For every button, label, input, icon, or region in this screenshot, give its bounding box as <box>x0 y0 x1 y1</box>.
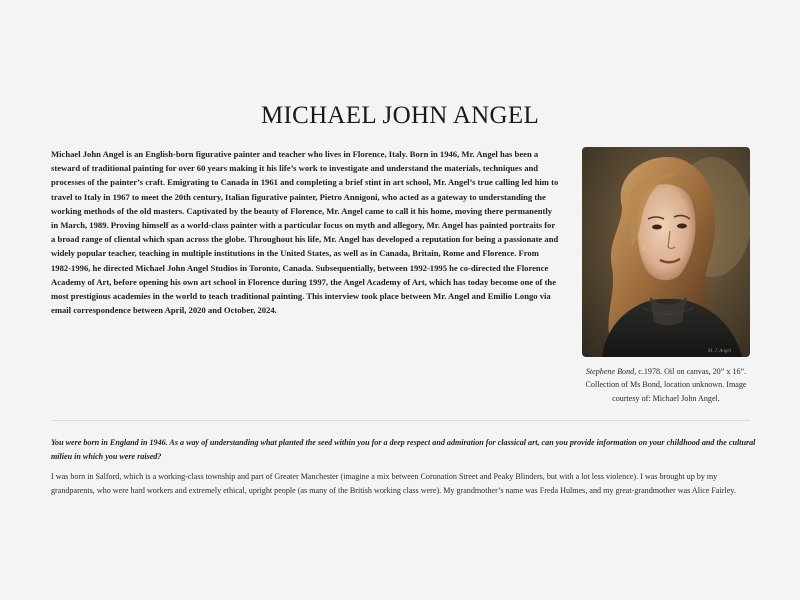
interview-answer: I was born in Salford, which is a working-class township and part of Greater Manchester (imagine a mix between Coronation Street and Peaky Blinders, but with a lot less violence). I was brought up by my grandparents, who were hard workers and extremely ethical, upright people (as many of the British working class were). My grandmother’s name was Freda Hulmes, and my great-grandmother was Alice Fairley. <box>51 472 736 496</box>
artist-biography: Michael John Angel is an English-born figurative painter and teacher who lives in Florence, Italy. Born in 1946, Mr. Angel has been a steward of traditional painting for over 60 years making it his life’s work to investigate and understand the materials, techniques and processes of the painter’s craft. Emigrating to Canada in 1961 and completing a brief stint in art school, Mr. Angel’s true calling led him to travel to Italy in 1967 to meet the 20th century, Italian figurative painter, Pietro Annigoni, who acted as a gateway to understanding the working methods of the old masters. Captivated by the beauty of Florence, Mr. Angel came to call it his home, moving there permanently in March, 1989. Proving himself as a world-class painter with a particular focus on myth and allegory, Mr. Angel has painted portraits for a broad range of cliental which span across the globe. Throughout his life, Mr. Angel has developed a reputation for being a passionate and widely popular teacher, teaching in multiple institutions in the United States, as well as in Canada, Britain, Rome and Florence. From 1982-1996, he directed Michael John Angel Studios in Toronto, Canada. Subsequentially, between 1992-1995 he co-directed the Florence Academy of Art, before opening his own art school in Florence during 1997, the Angel Academy of Art, which has today become one of the most prestigious academies in the world to teach traditional painting. This interview took place between Mr. Angel and Emilio Longo via email correspondence between April, 2020 and October, 2024. <box>51 149 559 316</box>
svg-text:M. J. Angel: M. J. Angel <box>708 349 731 354</box>
portrait-painting-image <box>582 147 750 357</box>
artwork-title: Stephene Bond <box>585 367 635 376</box>
artwork-details: , c.1978. Oil on canvas, 20” x 16”. Collection of Ms Bond, location unknown. Image courtesy of: Michael John Angel. <box>585 367 747 403</box>
page-title: MICHAEL JOHN ANGEL <box>260 102 540 129</box>
portrait-caption <box>571 365 761 405</box>
section-divider <box>51 420 750 421</box>
interview-question: You were born in England in 1946. As a way of understanding what planted the seed within you for a deep respect and admiration for classical art, can you provide information on your childhood and the cultural milieu in which you were raised? <box>51 438 756 462</box>
portrait-figure <box>582 147 750 405</box>
